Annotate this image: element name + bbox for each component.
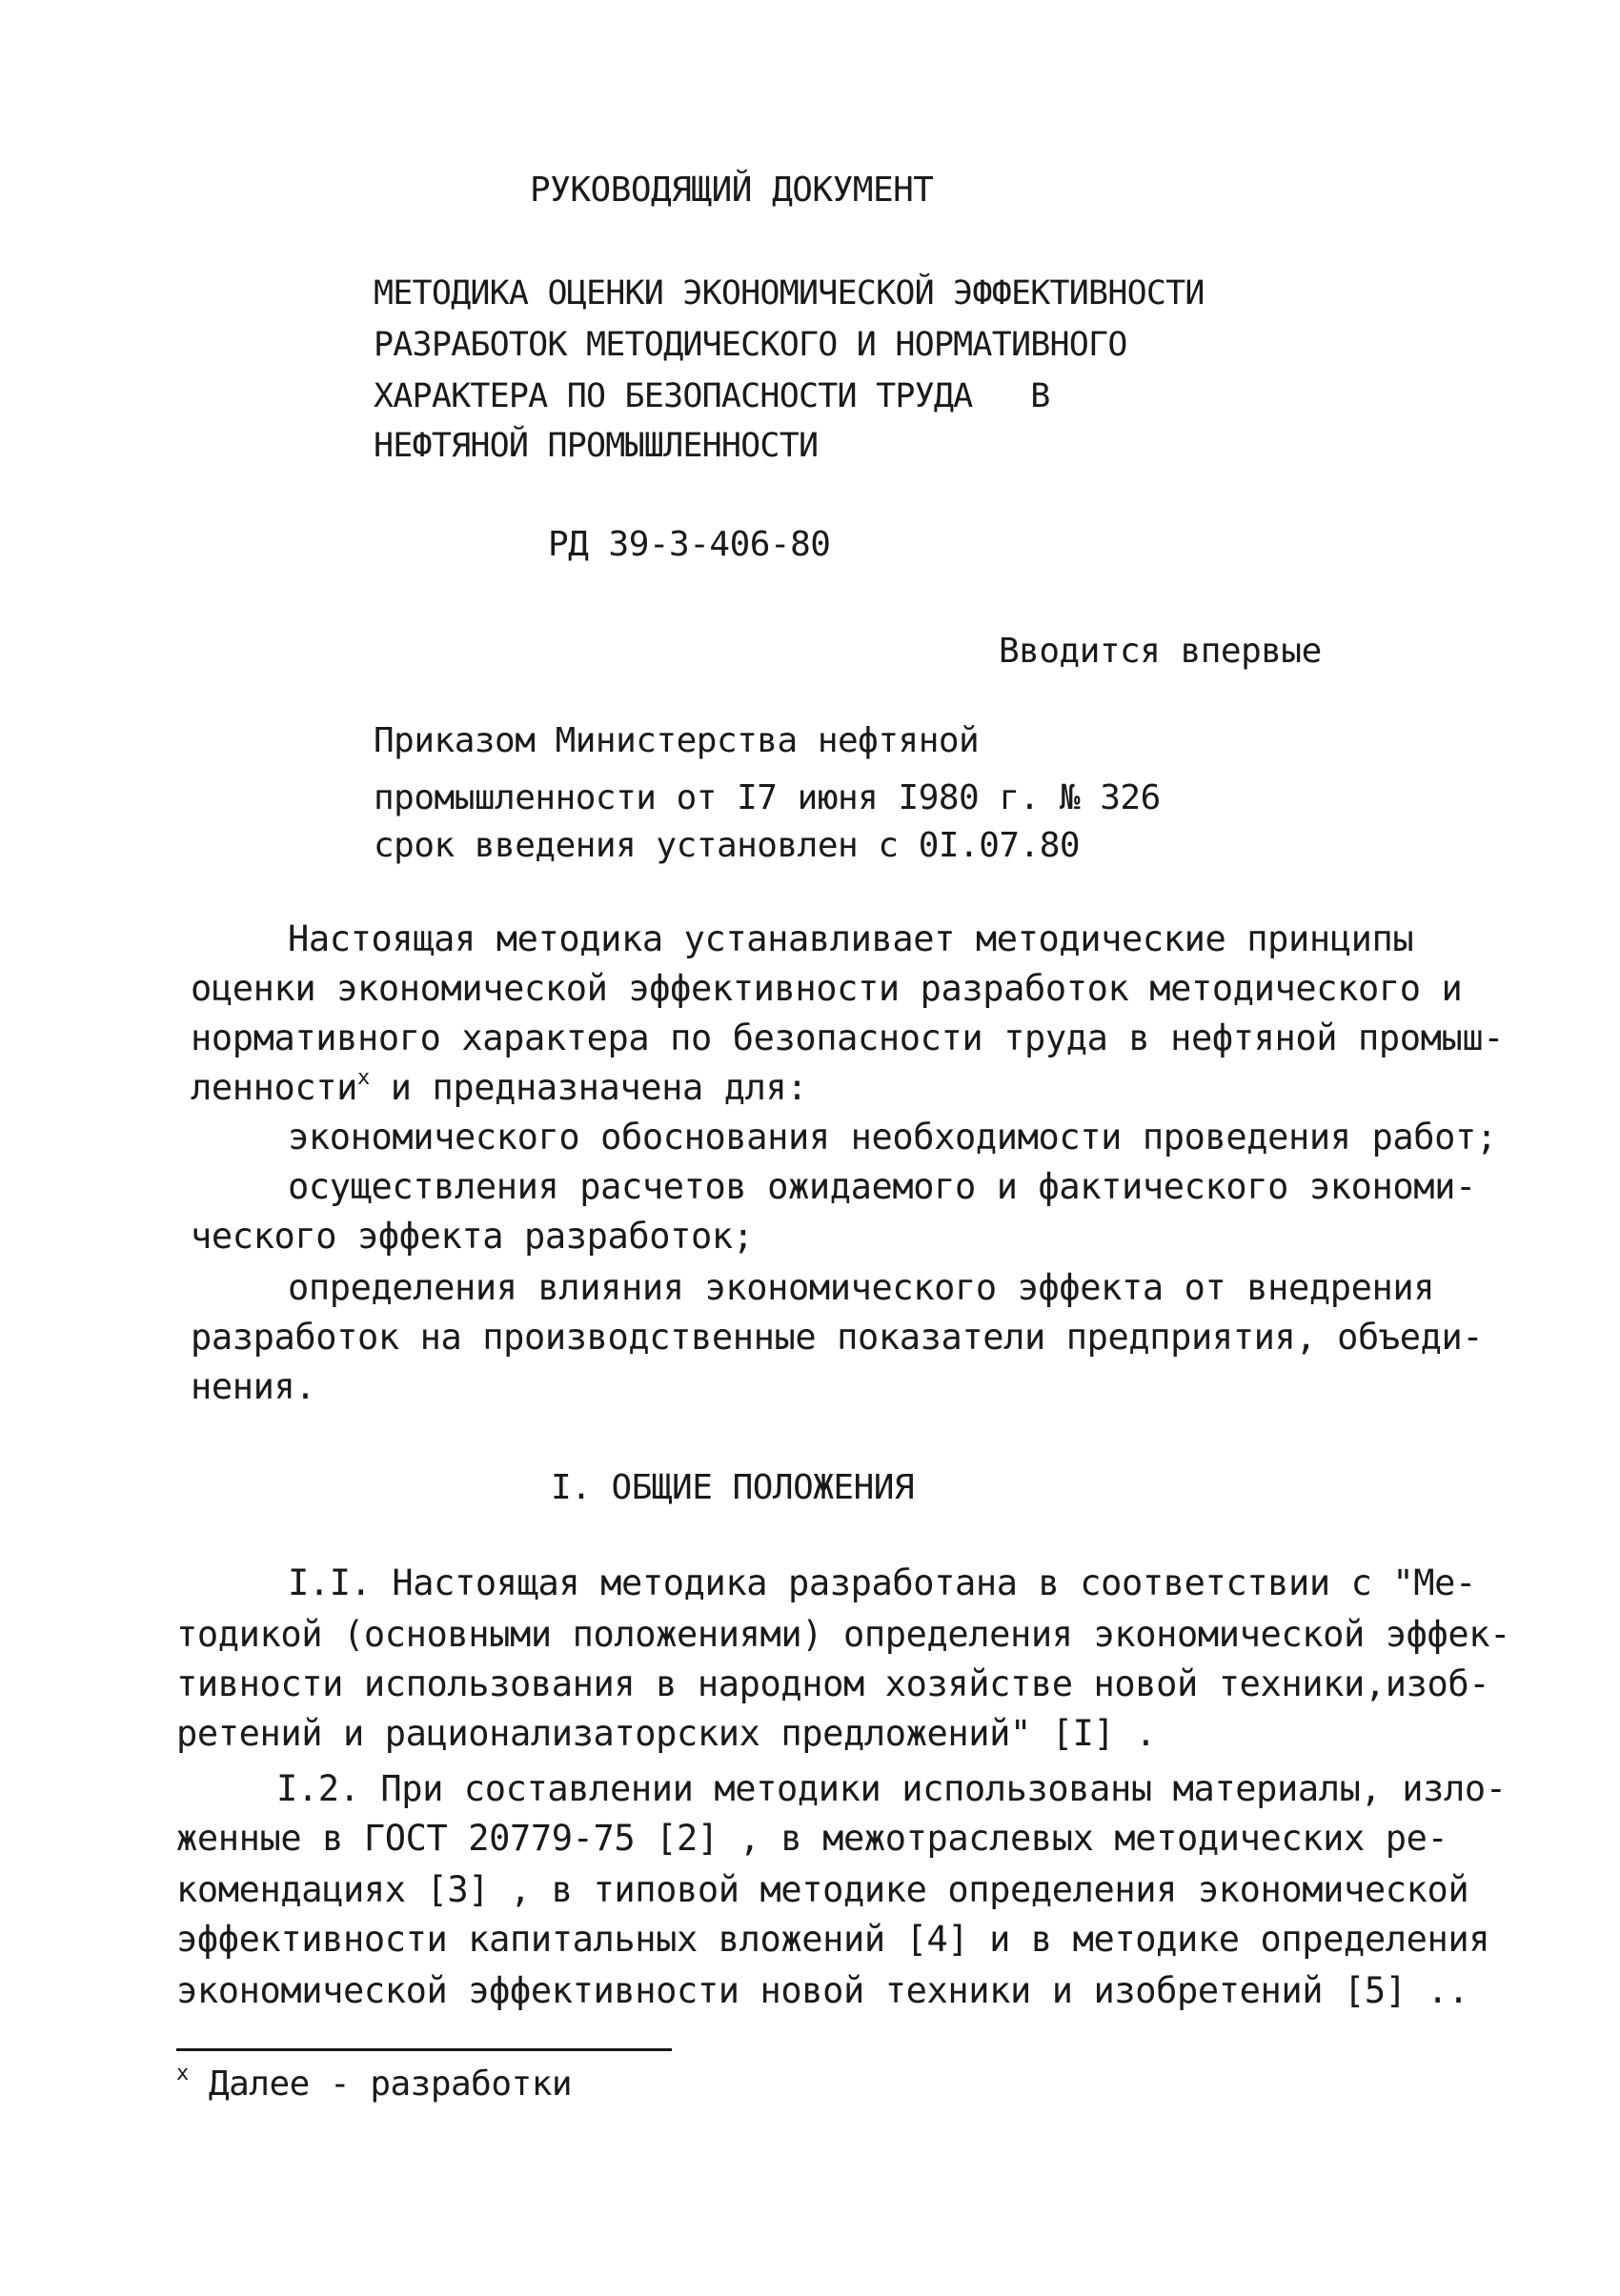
intro-line: экономического обоснования необходимости проведения работ;	[288, 1117, 1497, 1158]
paragraph-line: ретений и рационализаторских предложений" [I] .	[176, 1713, 1157, 1754]
intro-line: нормативного характера по безопасности труда в нефтяной промыш-	[191, 1017, 1505, 1058]
footnote-divider	[176, 2048, 672, 2051]
intro-line: ческого эффекта разработок;	[191, 1216, 754, 1257]
footnote-marker: x	[357, 1066, 370, 1090]
document-number: РД 39-3-406-80	[548, 525, 831, 564]
section-heading: I. ОБЩИЕ ПОЛОЖЕНИЯ	[551, 1468, 915, 1507]
document-status: Вводится впервые	[999, 632, 1322, 671]
footnote-marker: x	[176, 2062, 189, 2085]
intro-line: оценки экономической эффективности разработок методического и	[191, 968, 1463, 1009]
intro-line-tail: и предназначена для:	[369, 1067, 808, 1108]
title-line: ХАРАКТЕРА ПО БЕЗОПАСНОСТИ ТРУДА В	[374, 377, 1050, 415]
intro-line	[191, 1067, 807, 1109]
paragraph-line: эффективности капитальных вложений [4] и в методике определения	[176, 1919, 1490, 1960]
paragraph-line: комендациях [3] , в типовой методике определения экономической	[176, 1869, 1469, 1910]
paragraph-line: I.I. Настоящая методика разработана в соответствии с "Ме-	[288, 1562, 1476, 1603]
title-line: МЕТОДИКА ОЦЕНКИ ЭКОНОМИЧЕСКОЙ ЭФФЕКТИВНОСТИ	[374, 274, 1205, 312]
document-type-heading: РУКОВОДЯЩИЙ ДОКУМЕНТ	[530, 171, 934, 210]
paragraph-line: тивности использования в народном хозяйстве новой техники,изоб-	[176, 1663, 1490, 1704]
intro-line: осуществления расчетов ожидаемого и фактического экономи-	[288, 1166, 1476, 1207]
title-line: РАЗРАБОТОК МЕТОДИЧЕСКОГО И НОРМАТИВНОГО	[374, 326, 1127, 364]
order-line: Приказом Министерства нефтяной	[374, 721, 980, 760]
paragraph-line: экономической эффективности новой техники и изобретений [5] ..	[176, 1970, 1469, 2011]
intro-line: определения влияния экономического эффекта от внедрения	[288, 1267, 1435, 1308]
title-line: НЕФТЯНОЙ ПРОМЫШЛЕННОСТИ	[374, 427, 819, 465]
order-line: промышленности от I7 июня I980 г. № 326	[374, 778, 1161, 817]
intro-line: нения.	[191, 1366, 316, 1407]
order-line: срок введения установлен с 0I.07.80	[374, 826, 1081, 865]
footnote-text: Далее - разработки	[188, 2064, 573, 2104]
paragraph-line: I.2. При составлении методики использованы материалы, изло-	[276, 1768, 1507, 1809]
intro-line: Настоящая методика устанавливает методические принципы	[288, 918, 1414, 959]
intro-line: разработок на производственные показатели предприятия, объеди-	[191, 1317, 1484, 1358]
paragraph-line: женные в ГОСТ 20779-75 [2] , в межотраслевых методических ре-	[176, 1818, 1448, 1859]
footnote	[176, 2064, 572, 2105]
paragraph-line: тодикой (основными положениями) определения экономической эффек-	[176, 1614, 1511, 1655]
intro-line-text: ленности	[191, 1067, 358, 1108]
